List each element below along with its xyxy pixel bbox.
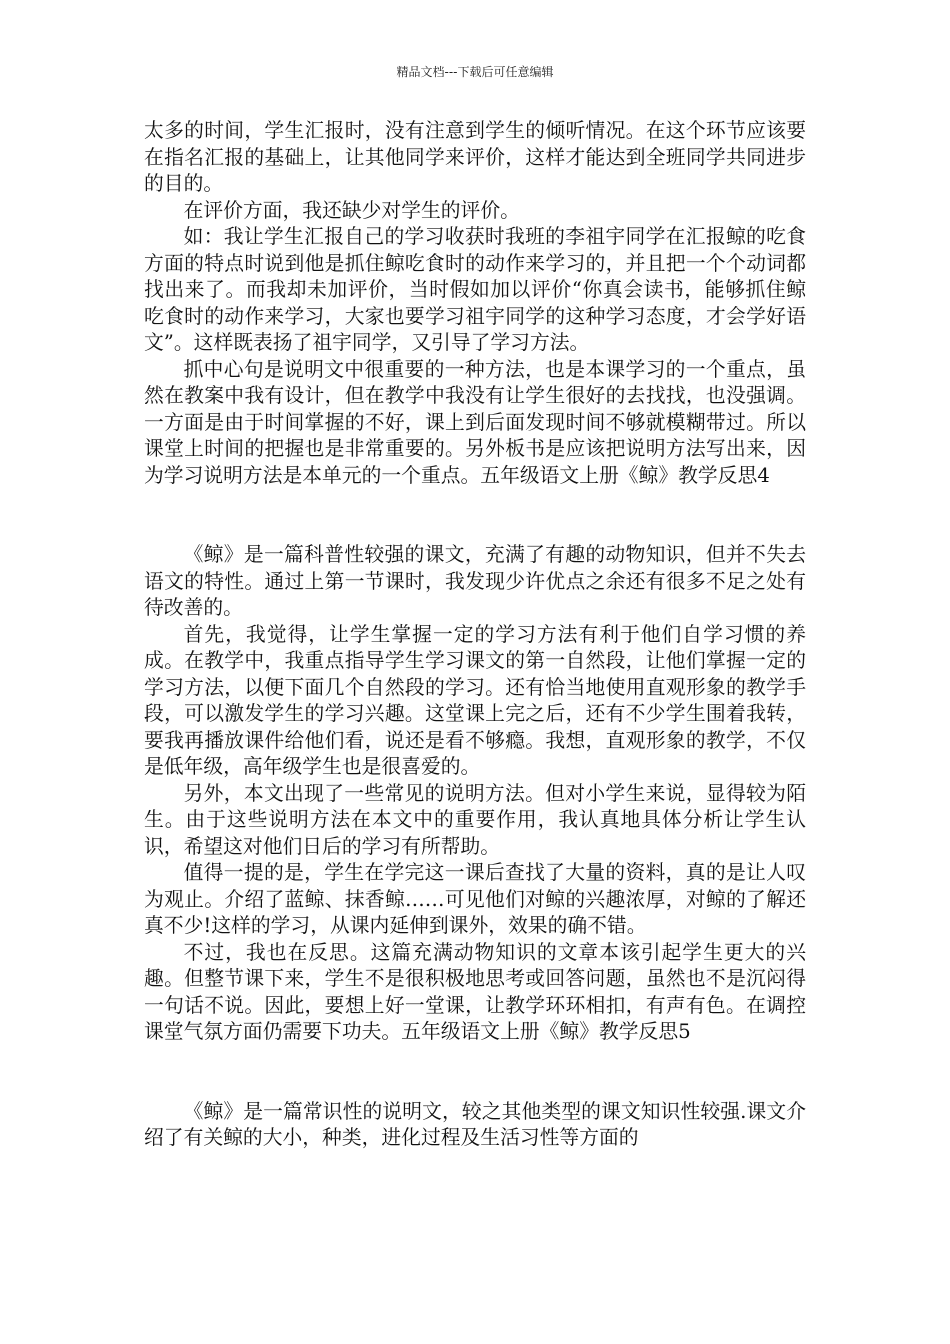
- paragraph: 太多的时间，学生汇报时，没有注意到学生的倾听情况。在这个环节应该要在指名汇报的基础上，让其他同学来评价，这样才能达到全班同学共同进步的目的。: [144, 119, 806, 195]
- paragraph: 首先，我觉得，让学生掌握一定的学习方法有利于他们自学习惯的养成。在教学中，我重点指导学生学习课文的第一自然段，让他们掌握一定的学习方法，以便下面几个自然段的学习。还有恰当地使用直观形象的教学手段，可以激发学生的学习兴趣。这堂课上完之后，还有不少学生围着我转，要我再播放课件给他们看，说还是看不够瘾。我想，直观形象的教学，不仅是低年级，高年级学生也是很喜爱的。: [144, 622, 806, 778]
- paragraph: 另外，本文出现了一些常见的说明方法。但对小学生来说，显得较为陌生。由于这些说明方法在本文中的重要作用，我认真地具体分析让学生认识，希望这对他们日后的学习有所帮助。: [144, 781, 806, 858]
- page-header: 精品文档---下载后可任意编辑: [396, 65, 554, 79]
- section-gap: [144, 1046, 806, 1099]
- document-body: [144, 118, 806, 1152]
- paragraph: 《鲸》是一篇常识性的说明文，较之其他类型的课文知识性较强.课文介绍了有关鲸的大小，种类，进化过程及生活习性等方面的: [144, 1099, 806, 1149]
- paragraph: 不过，我也在反思。这篇充满动物知识的文章本该引起学生更大的兴趣。但整节课下来，学生不是很积极地思考或回答问题，虽然也不是沉闷得一句话不说。因此，要想上好一堂课，让教学环环相扣，有声有色。在调控课堂气氛方面仍需要下功夫。五年级语文上册《鲸》教学反思5: [144, 940, 806, 1043]
- paragraph: 如：我让学生汇报自己的学习收获时我班的李祖宇同学在汇报鲸的吃食方面的特点时说到他是抓住鲸吃食时的动作来学习的，并且把一个个动词都找出来了。而我却未加评价，当时假如加以评价“你真会读书，能够抓住鲸吃食时的动作来学习，大家也要学习祖宇同学的这种学习态度，才会学好语文”。这样既表扬了祖宇同学，又引导了学习方法。: [144, 225, 806, 354]
- paragraph: 值得一提的是，学生在学完这一课后查找了大量的资料，真的是让人叹为观止。介绍了蓝鲸、抹香鲸……可见他们对鲸的兴趣浓厚，对鲸的了解还真不少!这样的学习，从课内延伸到课外，效果的确不错。: [144, 861, 806, 937]
- paragraph: 《鲸》是一篇科普性较强的课文，充满了有趣的动物知识，但并不失去语文的特性。通过上第一节课时，我发现少许优点之余还有很多不足之处有待改善的。: [144, 543, 806, 619]
- paragraph: 在评价方面，我还缺少对学生的评价。: [183, 198, 520, 222]
- paragraph: 抓中心句是说明文中很重要的一种方法，也是本课学习的一个重点，虽然在教案中我有设计，但在教学中我没有让学生很好的去找找，也没强调。一方面是由于时间掌握的不好，课上到后面发现时间不够就模糊带过。所以课堂上时间的把握也是非常重要的。另外板书是应该把说明方法写出来，因为学习说明方法是本单元的一个重点。五年级语文上册《鲸》教学反思4: [144, 357, 806, 487]
- section-gap: [144, 489, 806, 542]
